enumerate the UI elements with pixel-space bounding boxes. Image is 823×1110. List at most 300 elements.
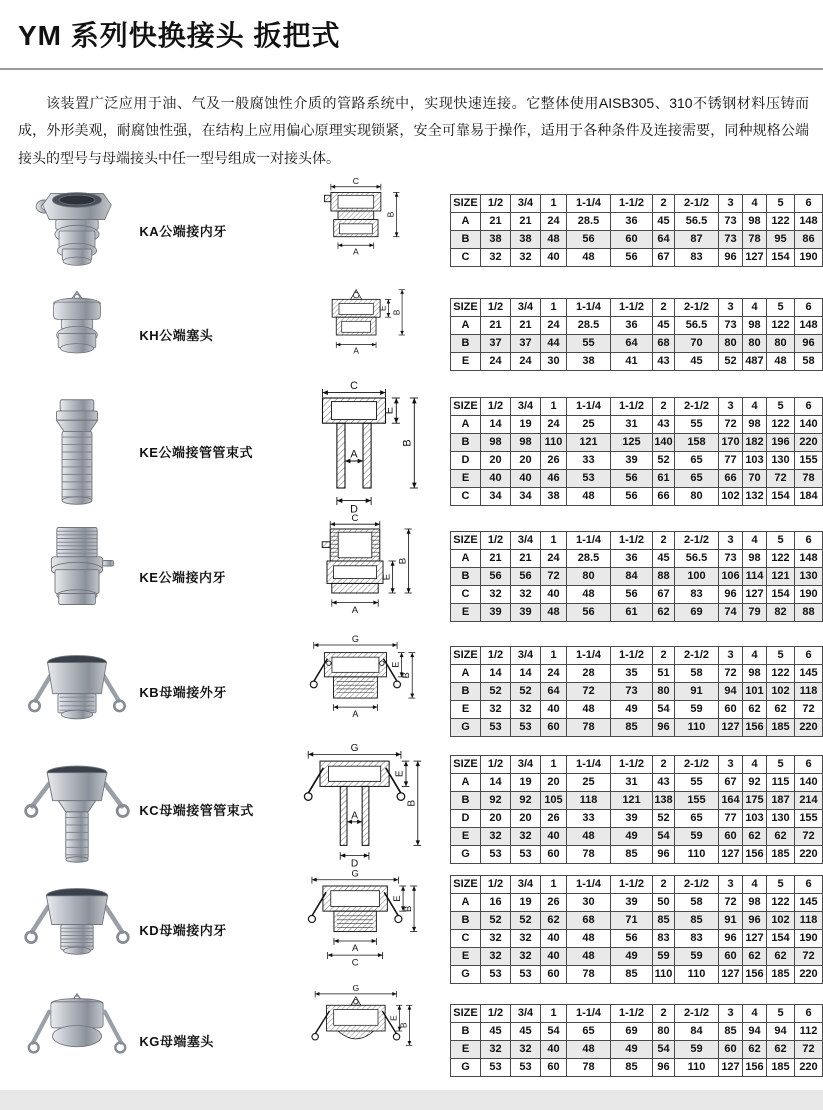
table-cell: 32 bbox=[511, 249, 541, 267]
table-cell: 54 bbox=[653, 828, 675, 846]
table-cell: 32 bbox=[511, 586, 541, 604]
table-cell: 214 bbox=[795, 792, 823, 810]
table-cell: 127 bbox=[719, 966, 743, 984]
table-cell: 77 bbox=[719, 810, 743, 828]
dimension-drawing-couplershank bbox=[284, 742, 442, 870]
table-cell: 72 bbox=[795, 828, 823, 846]
table-cell: 80 bbox=[675, 488, 719, 506]
table-cell: 55 bbox=[675, 416, 719, 434]
product-photo-male-thread-adapter bbox=[21, 522, 133, 632]
table-cell: 72 bbox=[795, 948, 823, 966]
table-row bbox=[451, 488, 823, 506]
table-cell: 175 bbox=[743, 792, 767, 810]
table-row-label: A bbox=[451, 665, 481, 683]
table-cell: 43 bbox=[653, 416, 675, 434]
table-cell: 148 bbox=[795, 213, 823, 231]
product-photo-coupler-female bbox=[21, 640, 133, 744]
table-row bbox=[451, 930, 823, 948]
table-cell: 155 bbox=[795, 810, 823, 828]
table-header-cell: 3/4 bbox=[511, 756, 541, 774]
table-cell: 34 bbox=[511, 488, 541, 506]
svg-text:B: B bbox=[406, 799, 418, 807]
table-cell: 60 bbox=[541, 846, 567, 864]
table-cell: 26 bbox=[541, 810, 567, 828]
table-row bbox=[451, 846, 823, 864]
table-header-cell: SIZE bbox=[451, 532, 481, 550]
table-cell: 21 bbox=[481, 550, 511, 568]
table-cell: 140 bbox=[795, 416, 823, 434]
table-header-cell: 1-1/4 bbox=[567, 532, 611, 550]
table-cell: 220 bbox=[795, 966, 823, 984]
svg-text:A: A bbox=[350, 448, 358, 461]
table-cell: 79 bbox=[743, 604, 767, 622]
table-cell: 78 bbox=[567, 966, 611, 984]
table-cell: 32 bbox=[511, 1041, 541, 1059]
product-table-cell bbox=[446, 646, 823, 737]
table-header-cell: 3 bbox=[719, 1005, 743, 1023]
table-cell: 21 bbox=[511, 550, 541, 568]
table-cell: 39 bbox=[611, 894, 653, 912]
table-header-cell: 1 bbox=[541, 647, 567, 665]
table-cell: 154 bbox=[767, 249, 795, 267]
svg-text:E: E bbox=[384, 406, 397, 415]
table-header-cell: SIZE bbox=[451, 299, 481, 317]
table-row bbox=[451, 586, 823, 604]
table-cell: 20 bbox=[481, 452, 511, 470]
table-cell: 80 bbox=[653, 683, 675, 701]
table-header-cell: 1-1/2 bbox=[611, 398, 653, 416]
table-cell: 26 bbox=[541, 894, 567, 912]
table-header-cell: 4 bbox=[743, 756, 767, 774]
table-cell: 185 bbox=[767, 719, 795, 737]
table-header-cell: 4 bbox=[743, 195, 767, 213]
table-cell: 61 bbox=[611, 604, 653, 622]
svg-text:C: C bbox=[353, 175, 360, 186]
table-cell: 48 bbox=[767, 353, 795, 371]
svg-text:E: E bbox=[388, 1015, 399, 1021]
title-divider bbox=[0, 68, 823, 70]
product-photo-male-hose-shank bbox=[21, 396, 133, 508]
table-cell: 85 bbox=[611, 846, 653, 864]
table-cell: 122 bbox=[767, 317, 795, 335]
table-cell: 67 bbox=[653, 249, 675, 267]
table-cell: 48 bbox=[567, 930, 611, 948]
table-cell: 48 bbox=[567, 1041, 611, 1059]
table-cell: 121 bbox=[567, 434, 611, 452]
svg-text:A: A bbox=[353, 346, 360, 356]
table-cell: 39 bbox=[481, 604, 511, 622]
table-cell: 130 bbox=[795, 568, 823, 586]
table-cell: 56.5 bbox=[675, 213, 719, 231]
table-cell: 65 bbox=[675, 452, 719, 470]
dimension-drawing-plug bbox=[284, 287, 442, 383]
table-cell: 60 bbox=[541, 966, 567, 984]
table-cell: 53 bbox=[511, 846, 541, 864]
svg-text:A: A bbox=[352, 708, 359, 719]
svg-text:G: G bbox=[351, 867, 360, 879]
svg-text:A: A bbox=[351, 810, 359, 822]
table-row bbox=[451, 452, 823, 470]
table-header-cell: SIZE bbox=[451, 195, 481, 213]
table-cell: 96 bbox=[653, 846, 675, 864]
table-cell: 28.5 bbox=[567, 213, 611, 231]
table-header-cell: 2 bbox=[653, 647, 675, 665]
table-cell: 26 bbox=[541, 452, 567, 470]
table-row bbox=[451, 353, 823, 371]
table-cell: 66 bbox=[653, 488, 675, 506]
product-label: KB母端接外牙 bbox=[139, 685, 227, 701]
product-drawing-cell bbox=[281, 867, 446, 985]
table-cell: 70 bbox=[743, 470, 767, 488]
svg-text:B: B bbox=[401, 672, 412, 679]
table-cell: 94 bbox=[719, 683, 743, 701]
table-row-label: E bbox=[451, 828, 481, 846]
table-cell: 98 bbox=[481, 434, 511, 452]
table-cell: 96 bbox=[653, 719, 675, 737]
table-cell: 40 bbox=[541, 828, 567, 846]
table-cell: 48 bbox=[567, 701, 611, 719]
table-cell: 28.5 bbox=[567, 550, 611, 568]
table-header-cell: 6 bbox=[795, 876, 823, 894]
table-header-cell: 1/2 bbox=[481, 1005, 511, 1023]
table-header-cell: 2-1/2 bbox=[675, 195, 719, 213]
table-cell: 115 bbox=[767, 774, 795, 792]
table-header-cell: 1-1/4 bbox=[567, 756, 611, 774]
table-header-cell: 1-1/4 bbox=[567, 398, 611, 416]
product-table-cell bbox=[446, 298, 823, 371]
product-photo-dust-plug bbox=[21, 288, 133, 382]
product-drawing-cell bbox=[281, 982, 446, 1091]
product-row bbox=[0, 867, 823, 988]
table-header-cell: 1/2 bbox=[481, 532, 511, 550]
table-header-cell: 6 bbox=[795, 532, 823, 550]
spec-table bbox=[450, 875, 823, 984]
table-header-cell: 2-1/2 bbox=[675, 532, 719, 550]
table-header-cell: 4 bbox=[743, 876, 767, 894]
table-header-cell: 4 bbox=[743, 299, 767, 317]
table-cell: 52 bbox=[481, 683, 511, 701]
table-cell: 58 bbox=[795, 353, 823, 371]
table-row bbox=[451, 416, 823, 434]
table-cell: 48 bbox=[541, 231, 567, 249]
table-cell: 69 bbox=[611, 1023, 653, 1041]
table-cell: 34 bbox=[481, 488, 511, 506]
table-cell: 62 bbox=[767, 1041, 795, 1059]
svg-text:G: G bbox=[351, 742, 359, 754]
table-header-cell: 1 bbox=[541, 876, 567, 894]
table-cell: 164 bbox=[719, 792, 743, 810]
dimension-drawing-adapter bbox=[284, 175, 442, 281]
table-header-cell: 1 bbox=[541, 1005, 567, 1023]
table-cell: 127 bbox=[719, 1059, 743, 1077]
table-cell: 85 bbox=[719, 1023, 743, 1041]
table-cell: 53 bbox=[567, 470, 611, 488]
table-cell: 19 bbox=[511, 774, 541, 792]
table-cell: 52 bbox=[653, 452, 675, 470]
table-cell: 62 bbox=[743, 948, 767, 966]
table-cell: 103 bbox=[743, 810, 767, 828]
product-photo-cell bbox=[14, 182, 139, 280]
product-row bbox=[0, 284, 823, 386]
table-cell: 54 bbox=[653, 701, 675, 719]
footer-bar bbox=[0, 1090, 823, 1110]
table-cell: 53 bbox=[511, 966, 541, 984]
dimension-drawing-coupler bbox=[284, 633, 442, 745]
table-cell: 154 bbox=[767, 586, 795, 604]
table-header-cell: 2-1/2 bbox=[675, 1005, 719, 1023]
table-cell: 24 bbox=[511, 353, 541, 371]
table-cell: 48 bbox=[567, 488, 611, 506]
table-cell: 33 bbox=[567, 452, 611, 470]
table-row-label: B bbox=[451, 335, 481, 353]
table-cell: 140 bbox=[795, 774, 823, 792]
dimension-drawing-dustcap bbox=[284, 982, 442, 1091]
table-cell: 118 bbox=[567, 792, 611, 810]
product-photo-cell bbox=[14, 992, 139, 1090]
table-cell: 14 bbox=[511, 665, 541, 683]
product-label: KH公端塞头 bbox=[139, 328, 214, 344]
table-header-cell: 6 bbox=[795, 195, 823, 213]
table-cell: 43 bbox=[653, 774, 675, 792]
table-cell: 185 bbox=[767, 846, 795, 864]
table-cell: 98 bbox=[743, 317, 767, 335]
table-cell: 72 bbox=[719, 665, 743, 683]
table-header-cell: 1-1/2 bbox=[611, 195, 653, 213]
table-cell: 24 bbox=[541, 317, 567, 335]
table-cell: 127 bbox=[743, 586, 767, 604]
table-row bbox=[451, 701, 823, 719]
table-row bbox=[451, 434, 823, 452]
table-cell: 67 bbox=[653, 586, 675, 604]
table-cell: 92 bbox=[743, 774, 767, 792]
table-cell: 72 bbox=[719, 894, 743, 912]
table-cell: 31 bbox=[611, 774, 653, 792]
table-cell: 56.5 bbox=[675, 550, 719, 568]
table-cell: 80 bbox=[567, 568, 611, 586]
table-cell: 68 bbox=[653, 335, 675, 353]
table-header-cell: 1/2 bbox=[481, 398, 511, 416]
product-row bbox=[0, 379, 823, 518]
table-cell: 32 bbox=[481, 701, 511, 719]
table-cell: 54 bbox=[653, 1041, 675, 1059]
table-cell: 64 bbox=[541, 683, 567, 701]
table-cell: 24 bbox=[481, 353, 511, 371]
table-header-cell: 5 bbox=[767, 876, 795, 894]
product-photo-coupler-male-thread bbox=[21, 876, 133, 984]
table-cell: 98 bbox=[743, 550, 767, 568]
table-cell: 32 bbox=[481, 1041, 511, 1059]
table-row bbox=[451, 550, 823, 568]
table-header-cell: SIZE bbox=[451, 756, 481, 774]
table-cell: 48 bbox=[567, 948, 611, 966]
table-header-cell: 1-1/2 bbox=[611, 756, 653, 774]
table-cell: 20 bbox=[541, 774, 567, 792]
table-cell: 190 bbox=[795, 586, 823, 604]
table-row-label: B bbox=[451, 912, 481, 930]
product-photo-dust-cap bbox=[21, 992, 133, 1090]
table-cell: 39 bbox=[511, 604, 541, 622]
table-cell: 121 bbox=[767, 568, 795, 586]
table-cell: 72 bbox=[541, 568, 567, 586]
table-cell: 66 bbox=[719, 470, 743, 488]
table-cell: 60 bbox=[719, 948, 743, 966]
table-header-cell: SIZE bbox=[451, 876, 481, 894]
table-cell: 30 bbox=[541, 353, 567, 371]
svg-text:B: B bbox=[402, 905, 414, 912]
table-cell: 56 bbox=[611, 470, 653, 488]
table-row-label: A bbox=[451, 774, 481, 792]
table-cell: 14 bbox=[481, 665, 511, 683]
table-cell: 62 bbox=[653, 604, 675, 622]
table-cell: 48 bbox=[567, 249, 611, 267]
table-row bbox=[451, 912, 823, 930]
table-cell: 55 bbox=[567, 335, 611, 353]
product-table-cell bbox=[446, 531, 823, 622]
table-row-label: A bbox=[451, 550, 481, 568]
table-row-label: C bbox=[451, 488, 481, 506]
table-cell: 21 bbox=[481, 213, 511, 231]
table-header-cell: 3/4 bbox=[511, 299, 541, 317]
table-header-cell: 1/2 bbox=[481, 195, 511, 213]
table-cell: 85 bbox=[611, 1059, 653, 1077]
table-cell: 67 bbox=[719, 774, 743, 792]
table-cell: 80 bbox=[653, 1023, 675, 1041]
table-header-cell: 2 bbox=[653, 398, 675, 416]
table-cell: 94 bbox=[767, 1023, 795, 1041]
table-cell: 78 bbox=[743, 231, 767, 249]
table-cell: 220 bbox=[795, 1059, 823, 1077]
table-cell: 56 bbox=[481, 568, 511, 586]
table-row bbox=[451, 828, 823, 846]
table-header-cell: 3 bbox=[719, 195, 743, 213]
table-cell: 72 bbox=[767, 470, 795, 488]
table-cell: 122 bbox=[767, 416, 795, 434]
table-row-label: G bbox=[451, 1059, 481, 1077]
table-cell: 39 bbox=[611, 810, 653, 828]
table-cell: 72 bbox=[567, 683, 611, 701]
table-cell: 24 bbox=[541, 416, 567, 434]
product-table-cell bbox=[446, 194, 823, 267]
svg-text:B: B bbox=[402, 439, 415, 447]
table-cell: 154 bbox=[767, 488, 795, 506]
table-header-cell: 1-1/2 bbox=[611, 532, 653, 550]
table-header-cell: 1 bbox=[541, 532, 567, 550]
table-header-cell: 6 bbox=[795, 1005, 823, 1023]
table-cell: 145 bbox=[795, 894, 823, 912]
product-row bbox=[0, 512, 823, 636]
product-photo-male-adapter-female-thread bbox=[21, 182, 133, 280]
svg-text:B: B bbox=[386, 211, 397, 218]
table-cell: 24 bbox=[541, 213, 567, 231]
table-header-cell: 2 bbox=[653, 756, 675, 774]
table-row-label: C bbox=[451, 586, 481, 604]
product-label: KG母端塞头 bbox=[139, 1034, 214, 1050]
table-cell: 196 bbox=[767, 434, 795, 452]
product-label: KC母端接管管束式 bbox=[139, 803, 254, 819]
svg-text:D: D bbox=[350, 503, 359, 516]
svg-text:E: E bbox=[394, 770, 406, 778]
product-row bbox=[0, 175, 823, 284]
table-cell: 52 bbox=[511, 683, 541, 701]
table-cell: 80 bbox=[719, 335, 743, 353]
table-cell: 98 bbox=[743, 665, 767, 683]
table-header-cell: 3/4 bbox=[511, 647, 541, 665]
table-cell: 101 bbox=[743, 683, 767, 701]
svg-text:C: C bbox=[350, 379, 359, 392]
table-cell: 20 bbox=[481, 810, 511, 828]
table-cell: 62 bbox=[743, 828, 767, 846]
table-cell: 121 bbox=[611, 792, 653, 810]
table-cell: 37 bbox=[511, 335, 541, 353]
table-cell: 45 bbox=[481, 1023, 511, 1041]
table-header-cell: 5 bbox=[767, 647, 795, 665]
table-row bbox=[451, 470, 823, 488]
table-row-label: E bbox=[451, 470, 481, 488]
table-header-cell: 5 bbox=[767, 398, 795, 416]
table-cell: 49 bbox=[611, 828, 653, 846]
table-row-label: B bbox=[451, 792, 481, 810]
table-cell: 132 bbox=[743, 488, 767, 506]
table-cell: 40 bbox=[541, 948, 567, 966]
table-cell: 40 bbox=[541, 1041, 567, 1059]
table-cell: 92 bbox=[481, 792, 511, 810]
table-cell: 31 bbox=[611, 416, 653, 434]
product-drawing-cell bbox=[281, 175, 446, 281]
page-title: YM 系列快换接头 扳把式 bbox=[18, 20, 341, 51]
table-header-cell: 1-1/2 bbox=[611, 876, 653, 894]
table-cell: 56.5 bbox=[675, 317, 719, 335]
table-cell: 56 bbox=[611, 488, 653, 506]
table-cell: 73 bbox=[611, 683, 653, 701]
table-header-cell: 5 bbox=[767, 195, 795, 213]
table-row bbox=[451, 810, 823, 828]
table-cell: 122 bbox=[767, 665, 795, 683]
table-cell: 84 bbox=[675, 1023, 719, 1041]
table-cell: 52 bbox=[719, 353, 743, 371]
table-cell: 19 bbox=[511, 416, 541, 434]
table-cell: 85 bbox=[675, 912, 719, 930]
table-row-label: C bbox=[451, 249, 481, 267]
table-row-label: E bbox=[451, 604, 481, 622]
table-header-cell: SIZE bbox=[451, 398, 481, 416]
table-header-cell: 5 bbox=[767, 532, 795, 550]
table-header-cell: 5 bbox=[767, 756, 795, 774]
table-cell: 53 bbox=[481, 719, 511, 737]
table-cell: 64 bbox=[611, 335, 653, 353]
table-cell: 106 bbox=[719, 568, 743, 586]
table-header-cell: 3 bbox=[719, 647, 743, 665]
table-cell: 148 bbox=[795, 550, 823, 568]
table-cell: 122 bbox=[767, 213, 795, 231]
table-cell: 40 bbox=[541, 701, 567, 719]
table-cell: 102 bbox=[767, 683, 795, 701]
table-cell: 98 bbox=[511, 434, 541, 452]
table-cell: 32 bbox=[481, 828, 511, 846]
table-cell: 77 bbox=[719, 452, 743, 470]
table-cell: 24 bbox=[541, 550, 567, 568]
table-cell: 138 bbox=[653, 792, 675, 810]
table-header-cell: 1 bbox=[541, 195, 567, 213]
svg-text:A: A bbox=[352, 604, 359, 616]
table-cell: 32 bbox=[481, 930, 511, 948]
table-cell: 114 bbox=[743, 568, 767, 586]
svg-text:D: D bbox=[351, 858, 359, 870]
table-cell: 16 bbox=[481, 894, 511, 912]
table-cell: 100 bbox=[675, 568, 719, 586]
table-cell: 82 bbox=[767, 604, 795, 622]
table-cell: 156 bbox=[743, 1059, 767, 1077]
table-cell: 32 bbox=[511, 701, 541, 719]
